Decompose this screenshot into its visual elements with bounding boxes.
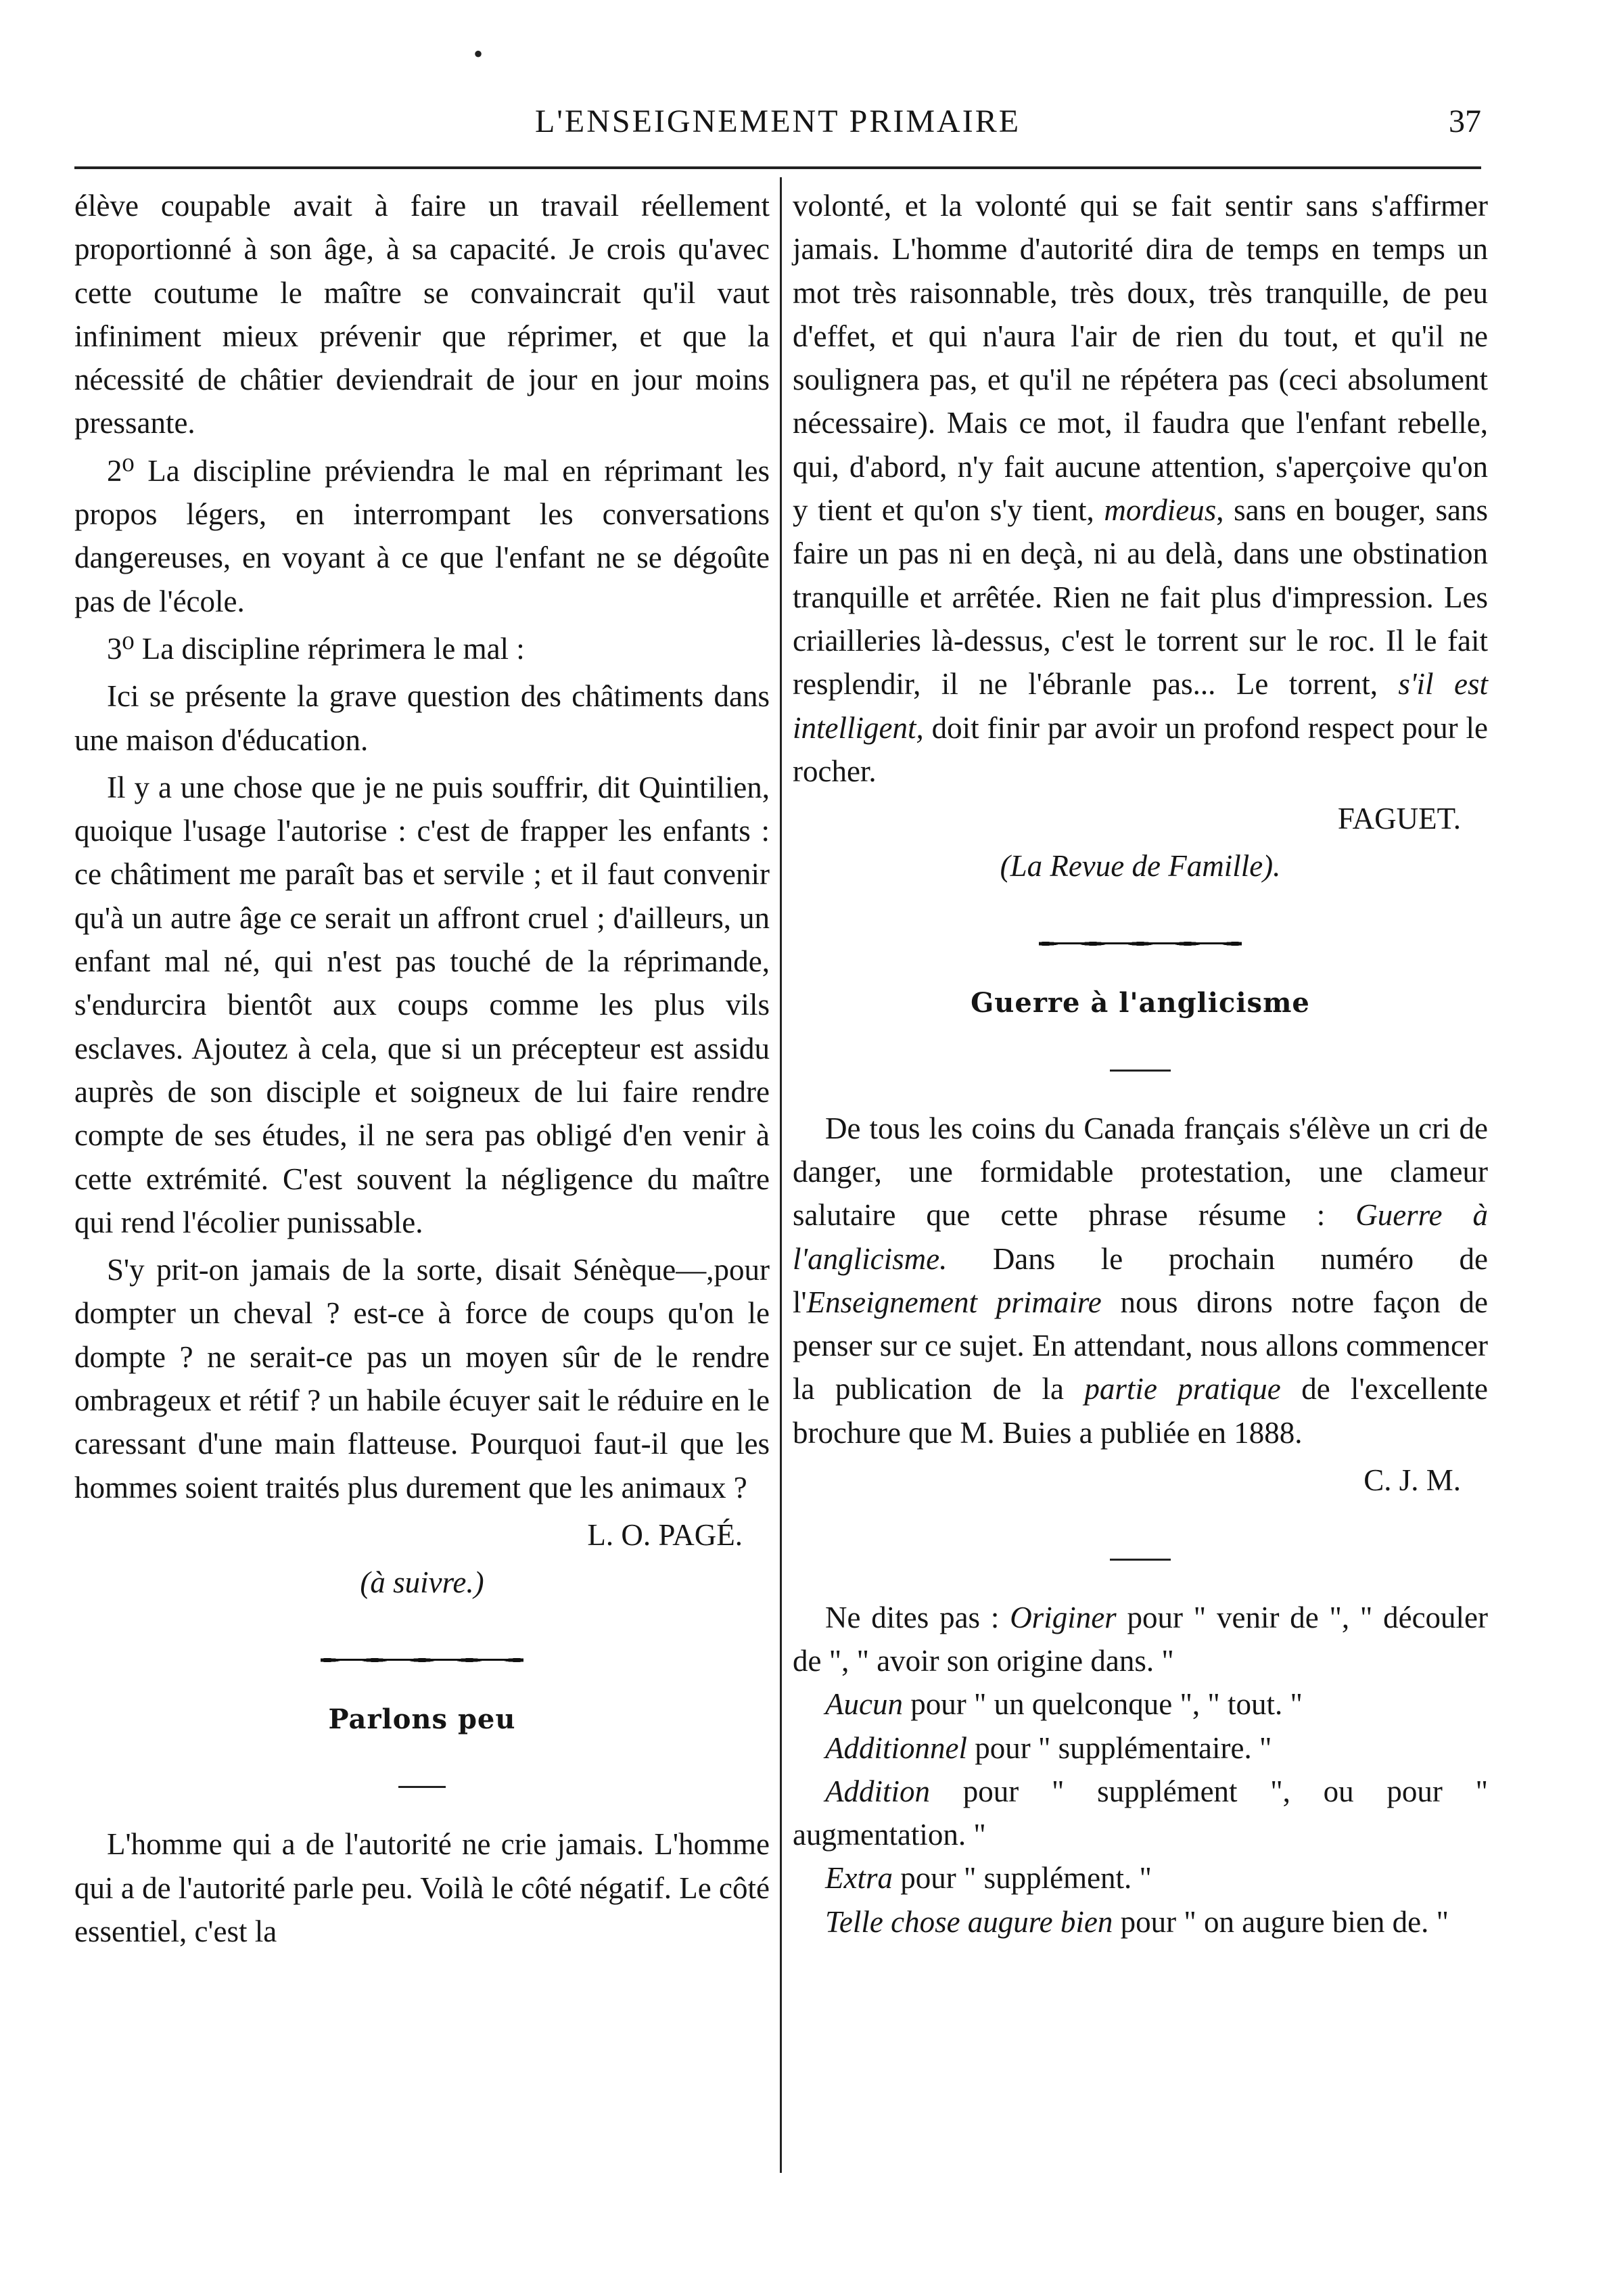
- list-item: Ne dites pas : Originer pour " venir de ", " découler de ", " avoir son origine dans. ": [793, 1600, 1489, 1678]
- header-rule: [74, 166, 1481, 169]
- text-run: nous dirons notre façon de penser sur ce sujet. En attendant, nous allons commencer la publication de la: [793, 1285, 1488, 1406]
- ornamental-rule: [74, 1632, 770, 1675]
- section-heading: Parlons peu: [328, 1703, 516, 1735]
- anglicism-list: [793, 1596, 1488, 1944]
- italic-text: partie pratique: [1084, 1372, 1281, 1406]
- paragraph: Il y a une chose que je ne puis souffrir, dit Quintilien, quoique l'usage l'autorise : c'est de frapper les enfants : ce châtiment me paraît bas et servile ; et il faut convenir qu'à un autre âge ce serait un affront cruel ; d'ailleurs, un enfant mal né, qui n'est pas touché de la réprimande, s'endurcira bientôt aux coups comme les plus vils esclaves. Ajoutez à cela, que si un précepteur est assidu auprès de son disciple et soigneux de lui faire rendre compte de ses études, il ne sera pas obligé d'en venir à cette extrémité. C'est souvent la négligence du maître qui rend l'écolier punissable.: [74, 770, 770, 1239]
- column-divider: [780, 177, 782, 2173]
- section-heading: Guerre à l'anglicisme: [971, 987, 1310, 1019]
- paragraph: S'y prit-on jamais de la sorte, disait Sénèque—,pour dompter un cheval ? est-ce à force de coups qu'on le dompte ? ne serait-ce pas un moyen sûr de le rendre ombrageux et rétif ? un habile écuyer sait le réduire en le caressant d'une main flatteuse. Pourquoi faut-il que les hommes soient traités plus durement que les animaux ?: [74, 1253, 770, 1505]
- paragraph: 3⁰ La discipline réprimera le mal :: [107, 631, 525, 666]
- list-item: Extra pour " supplément. ": [825, 1861, 1152, 1896]
- source-citation: (La Revue de Famille).: [1000, 849, 1281, 883]
- page-number: 37: [1449, 104, 1481, 139]
- right-column: [793, 184, 1488, 1944]
- text-run: Dans le prochain numéro de l': [793, 1241, 1489, 1319]
- short-rule: [74, 1756, 770, 1799]
- italic-text: Guerre à l'anglicisme.: [793, 1198, 1488, 1276]
- print-speck: •: [473, 39, 484, 69]
- text-run: De tous les coins du Canada français s'élève un cri de danger, une formidable protestation, une clameur salutaire que cette phrase résume :: [793, 1111, 1488, 1233]
- author-signature: FAGUET.: [1337, 802, 1461, 836]
- paragraph: L'homme qui a de l'autorité ne crie jamais. L'homme qui a de l'autorité parle peu. Voilà le côté négatif. Le côté essentiel, c'est la: [74, 1827, 770, 1948]
- short-rule: [793, 1040, 1488, 1083]
- list-item: Addition pour " supplément ", ou pour " augmentation. ": [793, 1774, 1489, 1852]
- paragraph: Ici se présente la grave question des châtiments dans une maison d'éducation.: [74, 679, 770, 757]
- journal-title: L'ENSEIGNEMENT PRIMAIRE: [534, 104, 1021, 139]
- italic-text: mordieus: [1104, 493, 1217, 528]
- paragraph: 2⁰ La discipline préviendra le mal en réprimant les propos légers, en interrompant les conversations dangereuses, en voyant à ce que l'enfant ne se dégoûte pas de l'école.: [74, 453, 770, 618]
- text-run: de l'excellente brochure que M. Buies a publiée en 1888.: [793, 1372, 1489, 1450]
- short-rule: [793, 1529, 1488, 1572]
- list-item: Telle chose augure bien pour " on augure bien de. ": [825, 1904, 1449, 1939]
- text-run: volonté, et la volonté qui se fait sentir sans s'affirmer jamais. L'homme d'autorité dira de temps en temps un mot très raisonnable, très doux, très tranquille, de peu d'effet, et qui n'aura l'air de rien du tout, et qu'il ne soulignera pas, et qu'il ne répétera pas (ceci absolument nécessaire). Mais ce mot, il faudra que l'enfant rebelle, qui, d'abord, n'y fait aucune attention, s'aperçoive qu'on y tient et qu'on s'y tient,: [793, 189, 1488, 528]
- author-signature: L. O. PAGÉ.: [587, 1517, 743, 1552]
- left-column: [74, 184, 770, 1957]
- paragraph: [793, 1107, 1488, 1454]
- paragraph: élève coupable avait à faire un travail réellement proportionné à son âge, à sa capacité. Je crois qu'avec cette coutume le maître se convaincrait qu'il vaut infiniment mieux prévenir que réprimer, et que la nécessité de châtier deviendrait de jour en jour moins pressante.: [74, 189, 770, 440]
- paragraph: [793, 184, 1488, 793]
- author-signature: C. J. M.: [1363, 1463, 1461, 1498]
- text-run: doit finir par avoir un profond respect pour le rocher.: [793, 710, 1488, 788]
- list-item: Aucun pour " un quelconque ", " tout. ": [825, 1687, 1303, 1722]
- italic-text: s'il est intelligent,: [793, 667, 1488, 745]
- continued-note: (à suivre.): [360, 1565, 484, 1600]
- list-item: Additionnel pour " supplémentaire. ": [825, 1730, 1272, 1765]
- italic-text: Enseignement primaire: [806, 1285, 1102, 1319]
- running-header: [74, 98, 1481, 145]
- text-run: , sans en bouger, sans faire un pas ni en deçà, ni au delà, dans une obstination tranquille et arrêtée. Rien ne fait plus d'impression. Les criailleries là-dessus, c'est le torrent sur le roc. Il le fait resplendir, il ne l'ébranle pas... Le torrent,: [793, 493, 1489, 702]
- ornamental-rule: [793, 915, 1488, 959]
